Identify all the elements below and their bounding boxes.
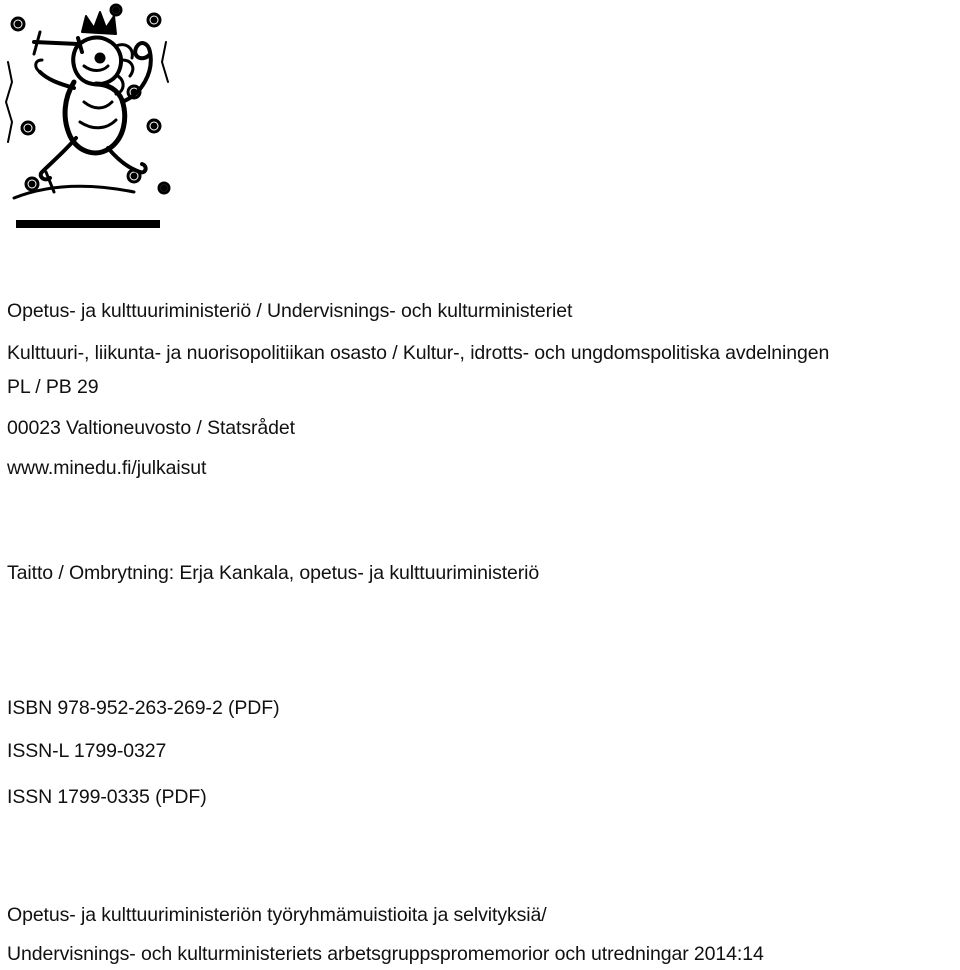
- rose-icon: [111, 5, 121, 15]
- series-title-finnish: Opetus- ja kulttuuriministeriön työryhmämuistioita ja selvityksiä/: [7, 904, 547, 926]
- postal-address: 00023 Valtioneuvosto / Statsrådet: [7, 417, 295, 439]
- isbn: ISBN 978-952-263-269-2 (PDF): [7, 697, 280, 719]
- layout-credit: Taitto / Ombrytning: Erja Kankala, opetus- ja kulttuuriministeriö: [7, 562, 540, 584]
- rose-icon: [159, 183, 169, 193]
- rose-icon: [22, 122, 34, 134]
- rose-icon: [26, 178, 38, 190]
- rose-icon: [12, 18, 24, 30]
- issn-l: ISSN-L 1799-0327: [7, 740, 167, 762]
- website-url: www.minedu.fi/julkaisut: [7, 457, 207, 479]
- ministry-name: Opetus- ja kulttuuriministeriö / Undervisnings- och kulturministeriet: [7, 300, 573, 322]
- rose-icon: [148, 14, 160, 26]
- lion-coat-of-arms-icon: [4, 2, 172, 204]
- issn: ISSN 1799-0335 (PDF): [7, 786, 207, 808]
- rose-icon: [148, 120, 160, 132]
- po-box: PL / PB 29: [7, 376, 99, 398]
- department-name: Kulttuuri-, liikunta- ja nuorisopolitiikan osasto / Kultur-, idrotts- och ungdomspolitiska avdelningen: [7, 342, 830, 364]
- series-title-swedish: Undervisnings- och kulturministeriets arbetsgruppspromemorior och utredningar 2014:14: [7, 943, 764, 965]
- emblem-underline-rule: [16, 220, 160, 228]
